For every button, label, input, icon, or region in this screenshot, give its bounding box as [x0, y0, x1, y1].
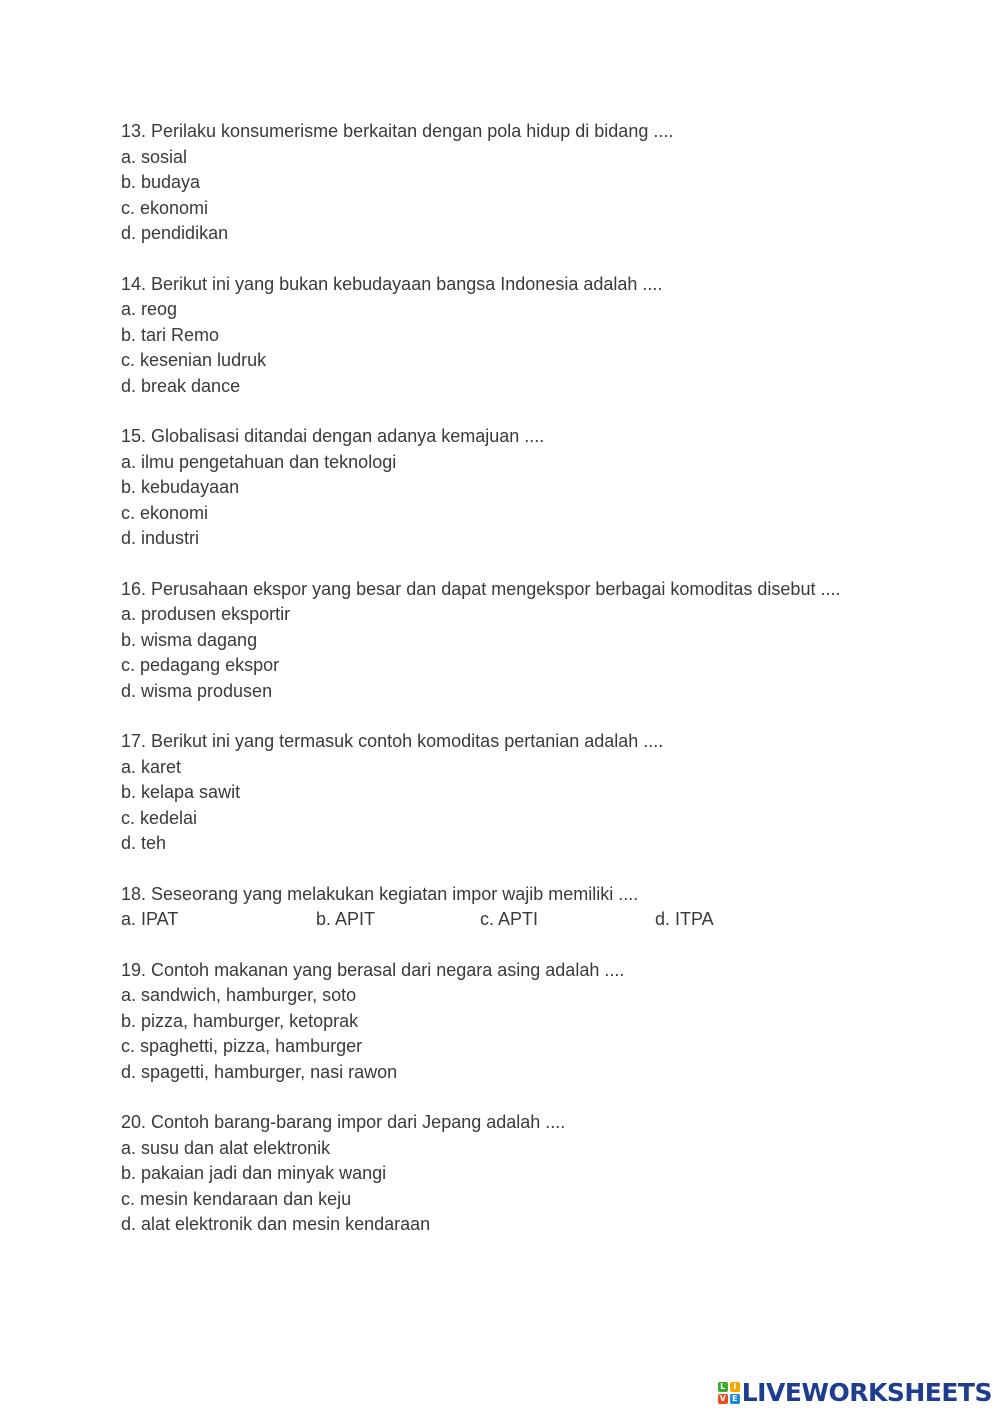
option-d: d. ITPA — [655, 909, 714, 929]
logo-text: LIVEWORKSHEETS — [741, 1378, 992, 1407]
option-a: a. karet — [121, 756, 182, 777]
question-text: 15. Globalisasi ditandai dengan adanya kemajuan .... — [121, 426, 545, 446]
question-17 — [121, 729, 881, 857]
logo-mark-tile: E — [730, 1394, 740, 1404]
option-b: b. kelapa sawit — [121, 782, 241, 802]
option-b: b. pizza, hamburger, ketoprak — [121, 1010, 359, 1031]
question-text: 14. Berikut ini yang bukan kebudayaan bangsa Indonesia adalah .... — [121, 273, 663, 294]
option-c: c. pedagang ekspor — [121, 655, 280, 675]
option-a: a. produsen eksportir — [121, 604, 291, 624]
option-d: d. spagetti, hamburger, nasi rawon — [121, 1061, 398, 1082]
question-15 — [121, 424, 881, 552]
option-b: b. wisma dagang — [121, 629, 258, 650]
option-d: d. pendidikan — [121, 223, 229, 243]
option-c: c. mesin kendaraan dan keju — [121, 1188, 352, 1209]
option-a: a. susu dan alat elektronik — [121, 1137, 331, 1158]
option-c: c. ekonomi — [121, 197, 209, 218]
option-b: b. tari Remo — [121, 324, 220, 345]
question-13 — [121, 119, 881, 247]
option-c: c. spaghetti, pizza, hamburger — [121, 1036, 363, 1056]
inline-options-row — [121, 907, 881, 933]
option-d: d. industri — [121, 528, 200, 548]
question-19 — [121, 958, 881, 1086]
question-text: 20. Contoh barang-barang impor dari Jepang adalah .... — [121, 1112, 566, 1132]
option-b: b. kebudayaan — [121, 477, 240, 497]
question-text: 16. Perusahaan ekspor yang besar dan dapat mengekspor berbagai komoditas disebut .... — [121, 578, 841, 599]
option-d: d. wisma produsen — [121, 680, 273, 701]
option-a: a. IPAT — [121, 909, 179, 929]
option-d: d. break dance — [121, 375, 241, 396]
option-a: a. sandwich, hamburger, soto — [121, 985, 357, 1005]
question-text: 13. Perilaku konsumerisme berkaitan dengan pola hidup di bidang .... — [121, 121, 674, 141]
logo-mark-tile: V — [719, 1393, 726, 1403]
option-c: c. kesenian ludruk — [121, 350, 267, 370]
logo-mark-tile: I — [730, 1382, 740, 1392]
option-a: a. sosial — [121, 146, 188, 167]
worksheet-page — [121, 119, 881, 1263]
option-c: c. ekonomi — [121, 502, 209, 523]
logo-mark-icon — [718, 1382, 740, 1404]
option-b: b. pakaian jadi dan minyak wangi — [121, 1163, 387, 1183]
question-16 — [121, 577, 881, 705]
liveworksheets-logo — [718, 1378, 992, 1407]
question-20 — [121, 1110, 881, 1238]
question-text: 17. Berikut ini yang termasuk contoh komoditas pertanian adalah .... — [121, 731, 664, 751]
option-b: b. APIT — [316, 909, 376, 929]
option-c: c. kedelai — [121, 807, 198, 828]
question-text: 18. Seseorang yang melakukan kegiatan impor wajib memiliki .... — [121, 883, 639, 904]
question-text: 19. Contoh makanan yang berasal dari negara asing adalah .... — [121, 959, 625, 980]
logo-mark-tile: L — [718, 1382, 728, 1392]
option-c: c. APTI — [480, 909, 539, 929]
question-18 — [121, 882, 881, 933]
option-a: a. reog — [121, 299, 178, 319]
option-b: b. budaya — [121, 172, 201, 192]
question-14 — [121, 272, 881, 400]
option-d: d. teh — [121, 833, 167, 853]
option-d: d. alat elektronik dan mesin kendaraan — [121, 1214, 431, 1234]
option-a: a. ilmu pengetahuan dan teknologi — [121, 451, 397, 472]
